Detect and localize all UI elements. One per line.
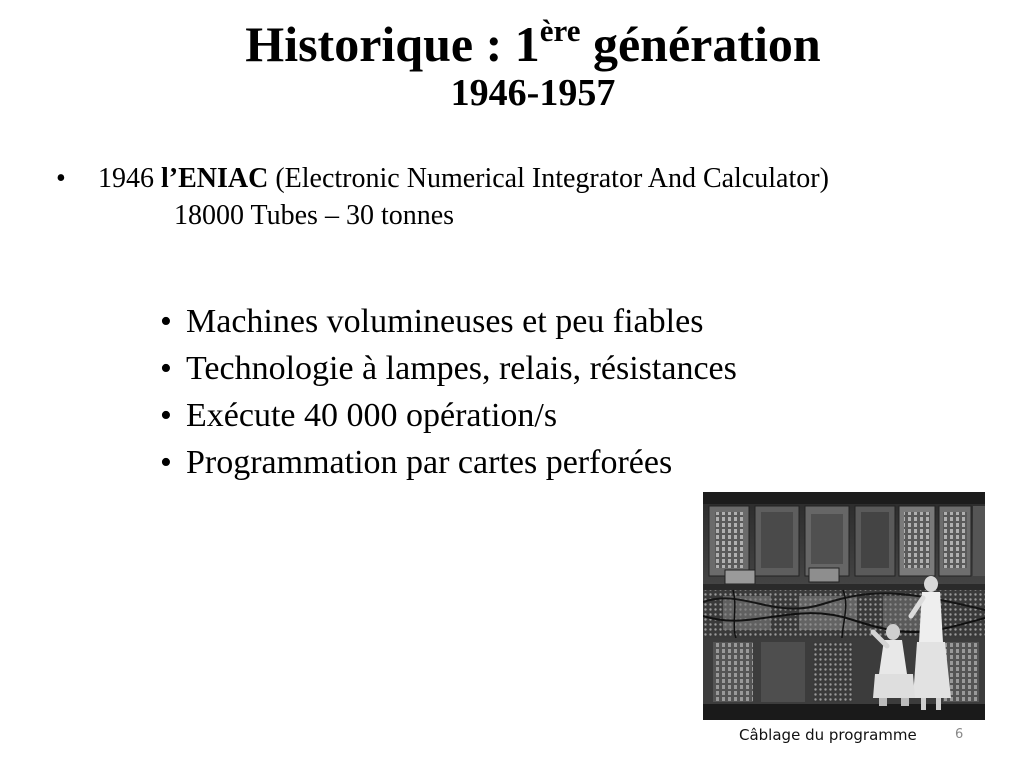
bullet-icon: • xyxy=(56,163,66,194)
list-item xyxy=(160,439,737,486)
eniac-year: 1946 xyxy=(98,163,161,194)
title-superscript: ère xyxy=(539,13,581,48)
eniac-bullet-item xyxy=(56,160,829,234)
bullet-icon: • xyxy=(160,303,172,340)
eniac-line xyxy=(56,160,829,197)
eniac-description: (Electronic Numerical Integrator And Calculator) xyxy=(268,163,829,194)
title-years: 1946-1957 xyxy=(450,72,616,114)
title-main: Historique : 1 xyxy=(245,16,540,72)
title-heading xyxy=(0,13,1024,72)
bullet-icon: • xyxy=(160,397,172,434)
characteristics-list xyxy=(160,298,737,486)
bullet-icon: • xyxy=(160,444,172,481)
list-item xyxy=(160,298,737,345)
eniac-photo xyxy=(703,492,985,720)
bullet-icon: • xyxy=(160,350,172,387)
list-item-text: Machines volumineuses et peu fiables xyxy=(186,303,704,340)
list-item-text: Programmation par cartes perforées xyxy=(186,444,673,481)
list-item xyxy=(160,345,737,392)
eniac-name: l’ENIAC xyxy=(161,163,269,194)
slide-title xyxy=(0,13,1024,115)
photo-caption: Câblage du programme xyxy=(739,726,917,744)
list-item-text: Exécute 40 000 opération/s xyxy=(186,397,558,434)
list-item-text: Technologie à lampes, relais, résistances xyxy=(186,350,737,387)
list-item xyxy=(160,392,737,439)
title-suffix: génération xyxy=(580,16,821,72)
eniac-specs: 18000 Tubes – 30 tonnes xyxy=(174,200,455,231)
page-number: 6 xyxy=(955,727,964,742)
